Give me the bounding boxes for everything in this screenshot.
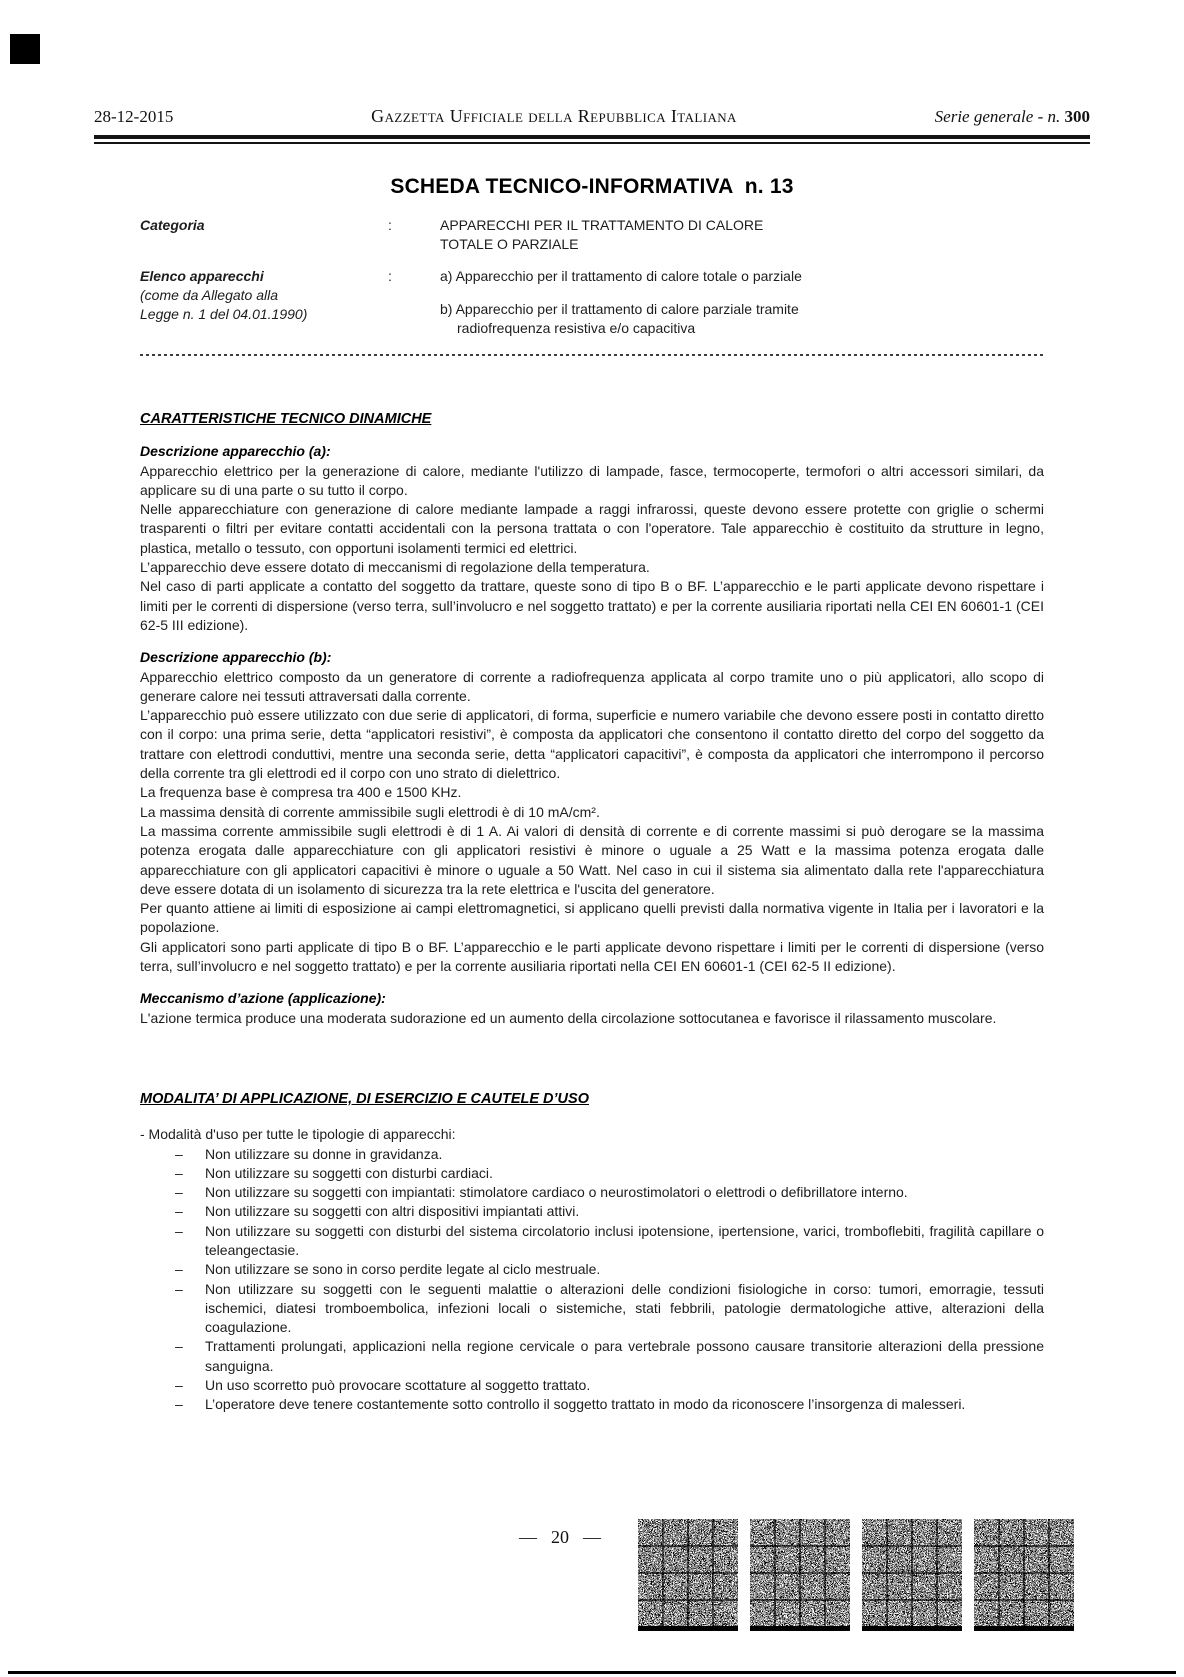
noise-block	[862, 1519, 962, 1631]
paragraph: La massima densità di corrente ammissibile sugli elettrodi è di 10 mA/cm².	[140, 803, 600, 820]
bullet-dash-marker: –	[175, 1203, 183, 1220]
series-name: Serie generale	[934, 107, 1034, 126]
elenco-value	[440, 267, 1044, 338]
bullet-dash-marker: –	[175, 1338, 183, 1355]
descrizione-b-paragraphs	[140, 668, 1044, 977]
paragraph: Apparecchio elettrico per la generazione di calore, mediante l'utilizzo di lampade, fasce, termocoperte, termofori o altri accessori similari, da applicare su di una parte o su tutto il corpo.	[140, 462, 1044, 498]
paragraph: La frequenza base è compresa tra 400 e 1500 KHz.	[140, 784, 462, 801]
list-item	[140, 1376, 1044, 1395]
list-item	[140, 1280, 1044, 1338]
noise-block	[974, 1519, 1074, 1631]
bullet-dash-marker: –	[175, 1164, 183, 1181]
categoria-value-line1: APPARECCHI PER IL TRATTAMENTO DI CALORE	[440, 217, 764, 233]
bullet-dash-marker: –	[175, 1184, 183, 1201]
header-series	[935, 107, 1090, 127]
section-heading-modalita: MODALITA’ DI APPLICAZIONE, DI ESERCIZIO E CAUTELE D’USO	[140, 1090, 589, 1107]
list-item	[140, 1337, 1044, 1376]
series-rest: - n.	[1037, 107, 1061, 126]
noise-block	[638, 1519, 738, 1631]
paragraph: La massima corrente ammissibile sugli elettrodi è di 1 A. Ai valori di densità di corrente e di corrente massimi si può derogare se la massima potenza erogata dalle apparecchiature con gli applicatori resistivi è minore o uguale a 25 Watt e la massima potenza erogata dalle apparecchiature con gli applicatori capacitivi è minore o uguale a 50 Watt. Nel caso in cui il sistema sia alimentato dalla rete l'apparecchiatura deve essere dotata di un isolamento di sicurezza tra la rete elettrica e l'uscita del generatore.	[140, 822, 1044, 897]
header-journal-title: Gazzetta Ufficiale della Repubblica Italiana	[371, 106, 737, 126]
paragraph: Nelle apparecchiature con generazione di calore mediante lampade a raggi infrarossi, queste devono essere protette con griglie o schermi trasparenti o filtri per evitare contatti accidentali con la persona trattata o con l'operatore. Tale apparecchio è costituito da strutture in legno, plastica, metallo o tessuto, con opportuni isolamenti termici ed elettrici.	[140, 501, 1044, 556]
noise-block	[750, 1519, 850, 1631]
paragraph: L’apparecchio deve essere dotato di meccanismi di regolazione della temperatura.	[140, 559, 650, 576]
elenco-label-block	[140, 267, 388, 338]
sub-heading-descrizione-a: Descrizione apparecchio (a):	[140, 443, 331, 460]
list-item	[140, 1260, 1044, 1279]
list-item	[140, 1222, 1044, 1261]
bullet-text: Non utilizzare su soggetti con impiantati: stimolatore cardiaco o neurostimolatori o elettrodi o defibrillatore interno.	[205, 1184, 908, 1201]
sub-heading-descrizione-b: Descrizione apparecchio (b):	[140, 649, 332, 666]
elenco-item-a: a) Apparecchio per il trattamento di calore totale o parziale	[440, 268, 802, 284]
categoria-colon: :	[388, 217, 392, 233]
elenco-note-line1: (come da Allegato alla	[140, 287, 279, 303]
modalita-intro: - Modalità d'uso per tutte le tipologie di apparecchi:	[140, 1126, 456, 1143]
header-date: 28-12-2015	[94, 107, 174, 126]
list-item	[140, 1202, 1044, 1221]
list-item	[140, 1164, 1044, 1183]
meccanismo-text: L'azione termica produce una moderata sudorazione ed un aumento della circolazione sottocutanea e favorisce il rilassamento muscolare.	[140, 1009, 997, 1026]
document-body	[140, 410, 1044, 1415]
bullet-text: Trattamenti prolungati, applicazioni nella regione cervicale o para vertebrale possono causare transitorie alterazioni della pressione sanguigna.	[205, 1338, 1044, 1374]
bullet-dash-marker: –	[175, 1261, 183, 1278]
page-number-dash-right: —	[583, 1527, 601, 1547]
paragraph: Nel caso di parti applicate a contatto del soggetto da trattare, queste sono di tipo B o BF. L’apparecchio e le parti applicate devono rispettare i limiti per le correnti di dispersione (verso terra, sull’involucro e nel soggetto trattato) e per la corrente ausiliaria riportati nella CEI EN 60601-1 (CEI 62-5 III edizione).	[140, 578, 1044, 633]
bullet-text: Non utilizzare su soggetti con le seguenti malattie o alterazioni delle condizioni fisiologiche in corso: tumori, emorragie, tessuti ischemici, diatesi tromboembolica, infezioni locali o sistemiche, stati febbrili, patologie dermatologiche attive, alterazioni della coagulazione.	[205, 1280, 1044, 1336]
bullet-text: Non utilizzare su soggetti con disturbi del sistema circolatorio inclusi ipotensione, ipertensione, varici, tromboflebiti, fragilità capillare o teleangectasie.	[205, 1222, 1044, 1258]
bullet-text: Non utilizzare se sono in corso perdite legate al ciclo mestruale.	[205, 1261, 601, 1278]
list-item	[140, 1145, 1044, 1164]
modalita-bullet-list	[140, 1145, 1044, 1415]
scan-artifact-mark	[10, 34, 40, 64]
field-row-elenco	[140, 267, 1044, 338]
section-heading-caratteristiche: CARATTERISTICHE TECNICO DINAMICHE	[140, 411, 432, 427]
bullet-dash-marker: –	[175, 1280, 183, 1297]
page-header	[94, 0, 1090, 127]
bullet-text: L’operatore deve tenere costantemente sotto controllo il soggetto trattato in modo da riconoscere l’insorgenza di malesseri.	[205, 1396, 966, 1413]
page-footer	[0, 1519, 1184, 1635]
paragraph: L’apparecchio può essere utilizzato con due serie di applicatori, di forma, superficie e numero variabile che devono essere posti in contatto diretto con il corpo: una prima serie, detta “applicatori resistivi”, è composta da applicatori che consentono il contatto diretto del corpo del soggetto da trattare con elettrodi conduttivi, mentre una seconda serie, detta “applicatori capacitivi”, è composta da applicatori che interrompono il percorso della corrente tra gli elettrodi ed il corpo con uno strato di dielettrico.	[140, 707, 1044, 782]
elenco-colon: :	[388, 268, 392, 284]
field-row-categoria	[140, 216, 1044, 254]
bullet-text: Un uso scorretto può provocare scottature al soggetto trattato.	[205, 1377, 591, 1394]
header-double-rule	[94, 135, 1090, 144]
page-number-dash-left: —	[519, 1527, 537, 1547]
paragraph: Apparecchio elettrico composto da un generatore di corrente a radiofrequenza applicata al corpo tramite uno o più applicatori, allo scopo di generare calore nei tessuti attraversati dalla corrente.	[140, 668, 1044, 704]
list-item	[140, 1183, 1044, 1202]
categoria-value	[440, 216, 1044, 254]
categoria-label: Categoria	[140, 217, 205, 233]
dashed-divider	[140, 354, 1044, 356]
descrizione-a-paragraphs	[140, 462, 1044, 636]
page-bottom-rule	[8, 1671, 1176, 1674]
elenco-note-line2: Legge n. 1 del 04.01.1990)	[140, 306, 308, 322]
series-number: 300	[1064, 107, 1090, 126]
page-number-value: 20	[551, 1527, 569, 1547]
sub-heading-meccanismo: Meccanismo d’azione (applicazione):	[140, 990, 386, 1007]
bullet-text: Non utilizzare su soggetti con altri dispositivi impiantati attivi.	[205, 1203, 580, 1220]
fields-section	[140, 216, 1044, 338]
elenco-item-b-line2: radiofrequenza resistiva e/o capacitiva	[457, 320, 696, 336]
bullet-text: Non utilizzare su donne in gravidanza.	[205, 1145, 443, 1162]
categoria-value-line2: TOTALE O PARZIALE	[440, 236, 579, 252]
elenco-label: Elenco apparecchi	[140, 268, 264, 284]
paragraph: Gli applicatori sono parti applicate di tipo B o BF. L’apparecchio e le parti applicate devono rispettare i limiti per le correnti di dispersione (verso terra, sull’involucro e nel soggetto trattato) e per la corrente ausiliaria riportati nella CEI EN 60601-1 (CEI 62-5 II edizione).	[140, 938, 1044, 975]
bullet-dash-marker: –	[175, 1396, 183, 1413]
bullet-dash-marker: –	[175, 1222, 183, 1239]
bullet-dash-marker: –	[175, 1377, 183, 1394]
paragraph: Per quanto attiene ai limiti di esposizione ai campi elettromagnetici, si applicano quelli previsti dalla normativa vigente in Italia per i lavoratori e la popolazione.	[140, 900, 1044, 936]
page-title: SCHEDA TECNICO-INFORMATIVA n. 13	[390, 175, 794, 198]
list-item	[140, 1395, 1044, 1414]
bullet-text: Non utilizzare su soggetti con disturbi cardiaci.	[205, 1164, 493, 1181]
elenco-item-b-line1: b) Apparecchio per il trattamento di calore parziale tramite	[440, 301, 799, 317]
scan-noise-blocks	[638, 1519, 1074, 1631]
bullet-dash-marker: –	[175, 1145, 183, 1162]
page-number	[500, 1527, 620, 1548]
